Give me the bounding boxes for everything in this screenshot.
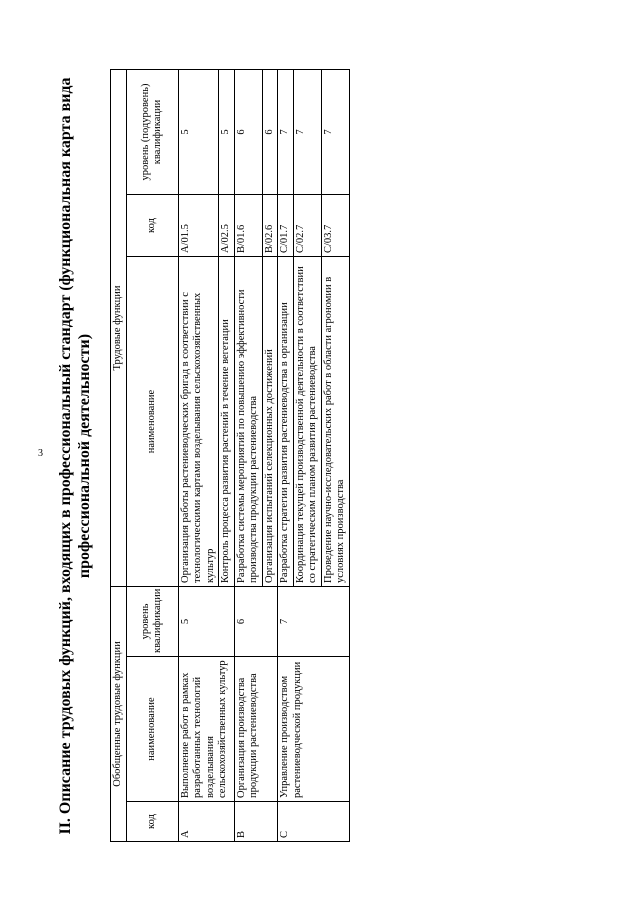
generalized-level-cell: 5 bbox=[178, 587, 234, 657]
generalized-name-cell: Организация производства продукции растениеводства bbox=[234, 657, 278, 802]
col-header-code: код bbox=[126, 802, 178, 842]
function-code-cell: C/01.7 bbox=[278, 195, 294, 257]
function-code-cell: C/03.7 bbox=[321, 195, 349, 257]
function-level-cell: 6 bbox=[234, 69, 262, 194]
function-level-cell: 7 bbox=[278, 69, 294, 194]
function-level-cell: 7 bbox=[321, 69, 349, 194]
table-row bbox=[234, 69, 262, 841]
section-heading bbox=[56, 66, 94, 846]
col-header-function-code: код bbox=[126, 195, 178, 257]
function-name-cell: Координация текущей производственной деятельности в соответствии со стратегическим планом развития растениеводства bbox=[293, 257, 321, 587]
generalized-name-cell: Выполнение работ в рамках разработанных технологий возделывания сельскохозяйственных культур bbox=[178, 657, 234, 802]
col-header-function-level: уровень (подуровень) квалификации bbox=[126, 69, 178, 194]
group-header-row bbox=[111, 69, 127, 841]
function-name-cell: Разработка системы мероприятий по повышению эффективности производства продукции растениеводства bbox=[234, 257, 262, 587]
table-row bbox=[178, 69, 219, 841]
function-level-cell: 6 bbox=[262, 69, 278, 194]
function-level-cell: 5 bbox=[178, 69, 219, 194]
generalized-level-cell: 7 bbox=[278, 587, 350, 657]
generalized-functions-header: Обобщенные трудовые функции bbox=[111, 587, 127, 842]
column-header-row bbox=[126, 69, 178, 841]
function-code-cell: C/02.7 bbox=[293, 195, 321, 257]
heading-line-2: профессиональной деятельности) bbox=[76, 333, 93, 579]
generalized-code-cell: C bbox=[278, 802, 350, 842]
col-header-level: уровень квалификации bbox=[126, 587, 178, 657]
table-row bbox=[278, 69, 294, 841]
function-code-cell: A/01.5 bbox=[178, 195, 219, 257]
function-level-cell: 7 bbox=[293, 69, 321, 194]
function-name-cell: Контроль процесса развития растений в течение вегетации bbox=[219, 257, 235, 587]
rotated-page-content bbox=[56, 66, 616, 846]
function-name-cell: Проведение научно-исследовательских работ в области агрономии в условиях производства bbox=[321, 257, 349, 587]
function-name-cell: Разработка стратегии развития растениеводства в организации bbox=[278, 257, 294, 587]
function-name-cell: Организация испытаний селекционных достижений bbox=[262, 257, 278, 587]
generalized-code-cell: B bbox=[234, 802, 278, 842]
heading-line-1: II. Описание трудовых функций, входящих в профессиональный стандарт (функциональная карта вида bbox=[57, 77, 74, 835]
page-number: 3 bbox=[38, 448, 43, 459]
function-level-cell: 5 bbox=[219, 69, 235, 194]
function-code-cell: B/02.6 bbox=[262, 195, 278, 257]
generalized-code-cell: A bbox=[178, 802, 234, 842]
labor-functions-header: Трудовые функции bbox=[111, 69, 127, 586]
function-code-cell: B/01.6 bbox=[234, 195, 262, 257]
col-header-name: наименование bbox=[126, 657, 178, 802]
function-code-cell: A/02.5 bbox=[219, 195, 235, 257]
functional-map-table bbox=[110, 69, 350, 842]
col-header-function-name: наименование bbox=[126, 257, 178, 587]
generalized-level-cell: 6 bbox=[234, 587, 278, 657]
generalized-name-cell: Управление производством растениеводческой продукции bbox=[278, 657, 350, 802]
function-name-cell: Организация работы растениеводческих бригад в соответствии с технологическими картами возделывания сельскохозяйственных культур bbox=[178, 257, 219, 587]
